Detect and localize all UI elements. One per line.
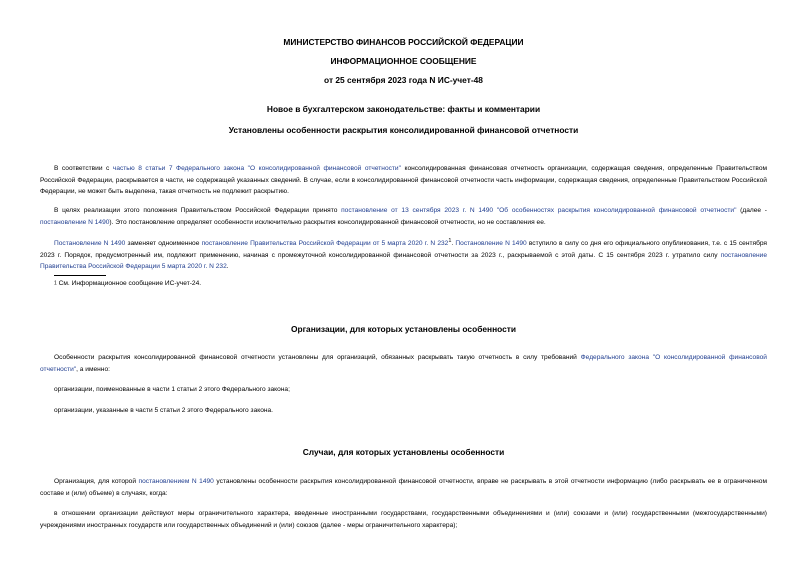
p1-text-2: консолидированная финансовая отчетность организации, содержащая сведения, определенные Правительством Российской Федерации, раскрывается в части, не содержащей указанных сведений. В случае, если в консолидированной финансовой отчетности часть информации, содержащая сведения, определенные Правительством Российской Федерации, не может быть выделена, такая отчетность не подлежит раскрытию. <box>40 165 768 196</box>
section2-paragraph <box>40 476 767 499</box>
p3-text-3: вступило в силу со дня его официального опубликования, т.е. с 15 сентября 2023 г. Порядок, предусмотренный им, подлежит применению, начиная с промежуточной консолидированной финансовой отчетности за 2023 г., раскрываемой с этой даты. С 15 сентября 2023 г. утратило силу <box>40 240 768 259</box>
section1-paragraph <box>40 352 767 375</box>
p3-text-1: заменяет одноименное <box>125 240 202 248</box>
resolution-1490-link-2[interactable]: Постановление N 1490 <box>54 240 126 248</box>
federal-law-link[interactable]: Федерального закона "О консолидированной финансовой отчетности" <box>40 354 767 373</box>
article-title: Новое в бухгалтерском законодательстве: факты и комментарии <box>266 104 541 114</box>
list-item: организации, указанные в части 5 статьи 2 этого Федерального закона. <box>54 407 273 414</box>
footnote-mark: 1 <box>54 280 57 287</box>
section-heading-cases: Случаи, для которых установлены особенности <box>302 447 505 457</box>
doc-type-heading: ИНФОРМАЦИОННОЕ СООБЩЕНИЕ <box>330 56 477 66</box>
s1-text-1: Особенности раскрытия консолидированной финансовой отчетности установлены для организаций, обязанных раскрывать такую отчетность в силу требований <box>54 354 581 361</box>
p1-text-1: В соответствии с <box>54 165 113 172</box>
s2-text-2: установлены особенности раскрытия консолидированной финансовой отчетности, вправе не раскрывать в этой отчетности информацию (либо раскрывать ее в ограниченном составе и (или) объеме) в случаях, когда: <box>40 478 767 497</box>
article-subtitle: Установлены особенности раскрытия консолидированной финансовой отчетности <box>228 125 579 135</box>
s2-text-1: Организация, для которой <box>54 478 139 485</box>
section-heading-organizations: Организации, для которых установлены особенности <box>290 324 517 334</box>
p2-text-2: (далее - <box>736 207 767 214</box>
resolution-1490-link[interactable]: постановление от 13 сентября 2023 г. N 1490 "Об особенностях раскрытия консолидированной финансовой отчетности" <box>341 207 737 214</box>
footnote-text: См. Информационное сообщение ИС-учет-24. <box>58 280 202 287</box>
paragraph-3 <box>40 236 767 273</box>
footnote <box>54 280 201 287</box>
resolution-1490-short-link[interactable]: постановление N 1490 <box>40 218 110 226</box>
law-article-link[interactable]: частью 8 статьи 7 Федерального закона "О консолидированной финансовой отчетности" <box>112 165 401 172</box>
resolution-232-link[interactable]: постановление Правительства Российской Федерации от 5 марта 2020 г. N 232 <box>201 240 449 248</box>
resolution-232-link-2[interactable]: постановление Правительства Российской Федерации 5 марта 2020 г. N 232 <box>40 251 767 271</box>
s1-text-2: , а именно: <box>76 365 110 373</box>
footnote-divider <box>54 275 106 276</box>
list-item: организации, поименованные в части 1 статьи 2 этого Федерального закона; <box>54 386 290 393</box>
p2-text-1: В целях реализации этого положения Правительством Российской Федерации принято <box>54 207 342 214</box>
p3-text-2: . <box>451 240 456 248</box>
p2-text-3: ). Это постановление определяет особенности исключительно раскрытия консолидированной финансовой отчетности, но не составления ее. <box>109 218 546 226</box>
list-item: в отношении организации действуют меры ограничительного характера, введенные иностранными государствами, государственными объединениями и (или) союзами и (или) государственными (межгосударственными) учреждениями иностранных государств или государственных объединений и (или) союзов (далее - меры ограничительного характера); <box>40 510 767 529</box>
footnote-ref[interactable]: 1 <box>448 238 452 244</box>
resolution-1490-link-3[interactable]: Постановление N 1490 <box>455 240 527 248</box>
ministry-heading: МИНИСТЕРСТВО ФИНАНСОВ РОССИЙСКОЙ ФЕДЕРАЦИИ <box>283 37 524 47</box>
resolution-1490-link-4[interactable]: постановлением N 1490 <box>138 478 214 485</box>
p3-text-4: . <box>226 263 229 271</box>
paragraph-2 <box>40 205 767 228</box>
doc-date-heading: от 25 сентября 2023 года N ИС-учет-48 <box>324 75 483 85</box>
paragraph-1 <box>40 163 767 198</box>
